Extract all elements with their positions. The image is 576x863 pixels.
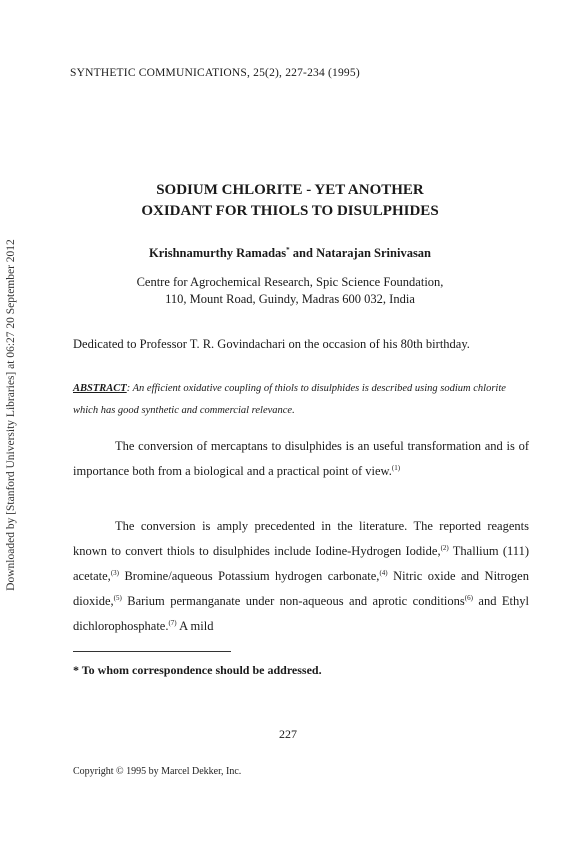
article-title-line-2: OXIDANT FOR THIOLS TO DISULPHIDES — [141, 203, 439, 219]
abstract — [73, 378, 523, 422]
paragraph-2-text: Thallium (111) acetate, — [73, 544, 530, 583]
reference-4: (4) — [379, 569, 388, 577]
abstract-text: : An efficient oxidative coupling of thiols to disulphides is described using sodium chlorite which has good synthetic and commercial relevance. — [73, 383, 506, 416]
paragraph-2-text: A mild — [176, 619, 214, 633]
footnote-mark: * — [73, 663, 79, 677]
article-title-line-1: SODIUM CHLORITE - YET ANOTHER — [156, 182, 424, 198]
footnote — [73, 663, 322, 678]
author-conjunction: and — [289, 246, 317, 260]
journal-header: SYNTHETIC COMMUNICATIONS, 25(2), 227-234 (1995) — [70, 67, 360, 79]
copyright-notice: Copyright © 1995 by Marcel Dekker, Inc. — [73, 766, 242, 777]
affiliation-line-2: 110, Mount Road, Guindy, Madras 600 032, India — [165, 292, 415, 306]
body-paragraph-2 — [73, 514, 529, 639]
reference-6: (6) — [464, 594, 473, 602]
page-number: 227 — [279, 727, 297, 741]
author-list — [60, 246, 520, 261]
reference-2: (2) — [440, 544, 449, 552]
affiliation-line-1: Centre for Agrochemical Research, Spic Science Foundation, — [136, 275, 444, 289]
reference-5: (5) — [113, 594, 122, 602]
corresponding-author-mark: * — [286, 246, 290, 254]
author-1: Krishnamurthy Ramadas — [148, 246, 287, 260]
author-2: Natarajan Srinivasan — [316, 246, 432, 260]
paragraph-2-text: The conversion is amply precedented in the literature. The reported reagents known to convert thiols to disulphides include Iodine-Hydrogen Iodide, — [73, 519, 529, 558]
paragraph-2-text: Bromine/aqueous Potassium hydrogen carbonate, — [118, 569, 380, 583]
paragraph-2-text: Nitric oxide and Nitrogen dioxide, — [73, 569, 529, 608]
paragraph-1-text: The conversion of mercaptans to disulphides is an useful transformation and is of importance both from a biological and a practical point of view. — [73, 439, 529, 478]
paragraph-2-text: Barium permanganate under non-aqueous and aprotic conditions — [121, 594, 465, 608]
body-paragraph-1 — [73, 434, 529, 484]
abstract-label: ABSTRACT — [73, 383, 127, 394]
affiliation — [60, 274, 520, 308]
download-watermark-text: Downloaded by [Stanford University Libraries] at 06:27 20 September 2012 — [5, 239, 17, 591]
reference-1: (1) — [391, 464, 401, 472]
footnote-divider — [73, 651, 231, 652]
footnote-text: To whom correspondence should be addressed. — [79, 663, 322, 677]
reference-3: (3) — [110, 569, 119, 577]
reference-7: (7) — [168, 619, 177, 627]
dedication: Dedicated to Professor T. R. Govindachari on the occasion of his 80th birthday. — [73, 337, 470, 351]
download-watermark — [3, 225, 19, 605]
paragraph-2-text: and Ethyl dichlorophosphate. — [73, 594, 529, 633]
